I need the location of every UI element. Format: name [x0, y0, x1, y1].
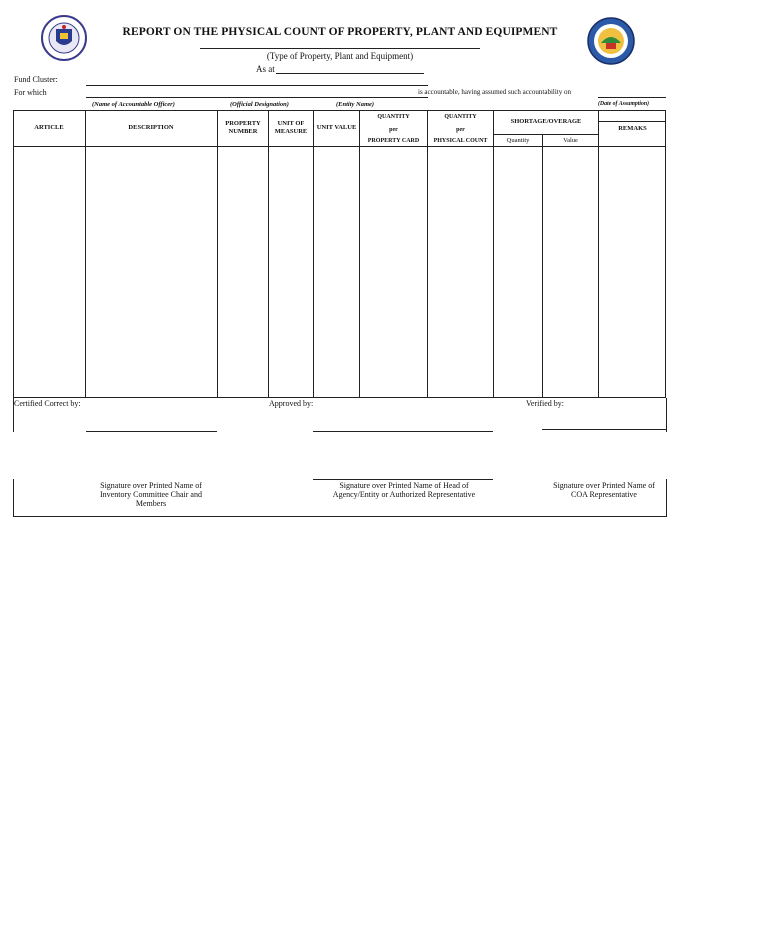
header-value: Value: [563, 136, 578, 144]
accountable-text: is accountable, having assumed such accountability on: [418, 88, 571, 96]
header-article: ARTICLE: [34, 124, 64, 131]
division-office-seal-logo: [586, 17, 636, 65]
col-divider-value: [598, 110, 599, 398]
header-property-number: PROPERTY NUMBER: [225, 120, 261, 135]
certified-signature-line[interactable]: [86, 431, 217, 432]
header-description: DESCRIPTION: [128, 124, 174, 131]
sig-block-right-border-lower: [666, 479, 667, 517]
entity-caption: (Entity Name): [336, 101, 375, 108]
approved-signature-line-lower[interactable]: [313, 479, 493, 480]
header-qty-count-1: QUANTITY: [444, 114, 477, 120]
header-quantity: Quantity: [506, 136, 530, 144]
approved-signature-line[interactable]: [313, 431, 493, 432]
verified-signature-line[interactable]: [542, 429, 666, 430]
certified-correct-label: Certified Correct by:: [14, 399, 81, 408]
fund-cluster-label: Fund Cluster:: [14, 75, 58, 84]
as-at-line[interactable]: [276, 73, 424, 74]
header-qty-count-2: per: [456, 127, 465, 133]
approved-by-label: Approved by:: [269, 399, 314, 408]
col-divider-property-number: [268, 110, 269, 398]
header-remarks: REMAKS: [618, 125, 647, 132]
for-which-line[interactable]: [86, 97, 428, 98]
as-at-label: As at: [256, 64, 275, 74]
for-which-label: For which: [14, 88, 47, 97]
type-underline: [200, 48, 480, 49]
col-divider-qty-count: [493, 110, 494, 398]
report-title: REPORT ON THE PHYSICAL COUNT OF PROPERTY, PLANT AND EQUIPMENT: [122, 26, 558, 38]
header-unit-value: UNIT VALUE: [316, 124, 357, 131]
header-qty-count-3: PHYSICAL COUNT: [433, 138, 488, 144]
col-divider-qty-card: [427, 110, 428, 398]
sig-block-left-border-lower: [13, 479, 14, 517]
assumption-date-line[interactable]: [598, 97, 666, 98]
col-divider-unit-measure: [313, 110, 314, 398]
deped-seal-logo: [38, 15, 90, 61]
certified-caption: Signature over Printed Name of Inventory Committee Chair and Members: [100, 481, 202, 508]
col-divider-shortage-quantity: [542, 134, 543, 398]
date-caption: (Date of Assumption): [598, 101, 649, 107]
designation-caption: (Official Designation): [230, 101, 289, 108]
header-qty-card-3: PROPERTY CARD: [367, 138, 420, 144]
table-header-bottom: [13, 146, 666, 147]
sig-block-bottom: [13, 516, 666, 517]
col-divider-description: [217, 110, 218, 398]
sig-block-right-border: [666, 398, 667, 432]
header-qty-card-1: QUANTITY: [377, 114, 410, 120]
col-divider-unit-value: [359, 110, 360, 398]
verified-by-label: Verified by:: [526, 399, 564, 408]
header-unit-of-measure: UNIT OF MEASURE: [274, 120, 308, 135]
col-divider-article: [85, 110, 86, 398]
approved-caption: Signature over Printed Name of Head of Agency/Entity or Authorized Representative: [332, 481, 476, 499]
header-shortage-overage: SHORTAGE/OVERAGE: [510, 118, 582, 125]
inventory-table: [13, 110, 666, 398]
header-qty-card-2: per: [389, 127, 398, 133]
fund-cluster-line[interactable]: [86, 85, 428, 86]
type-caption: (Type of Property, Plant and Equipment): [266, 51, 414, 61]
verified-caption: Signature over Printed Name of COA Representative: [553, 481, 655, 499]
officer-caption: (Name of Accountable Officer): [92, 101, 175, 108]
